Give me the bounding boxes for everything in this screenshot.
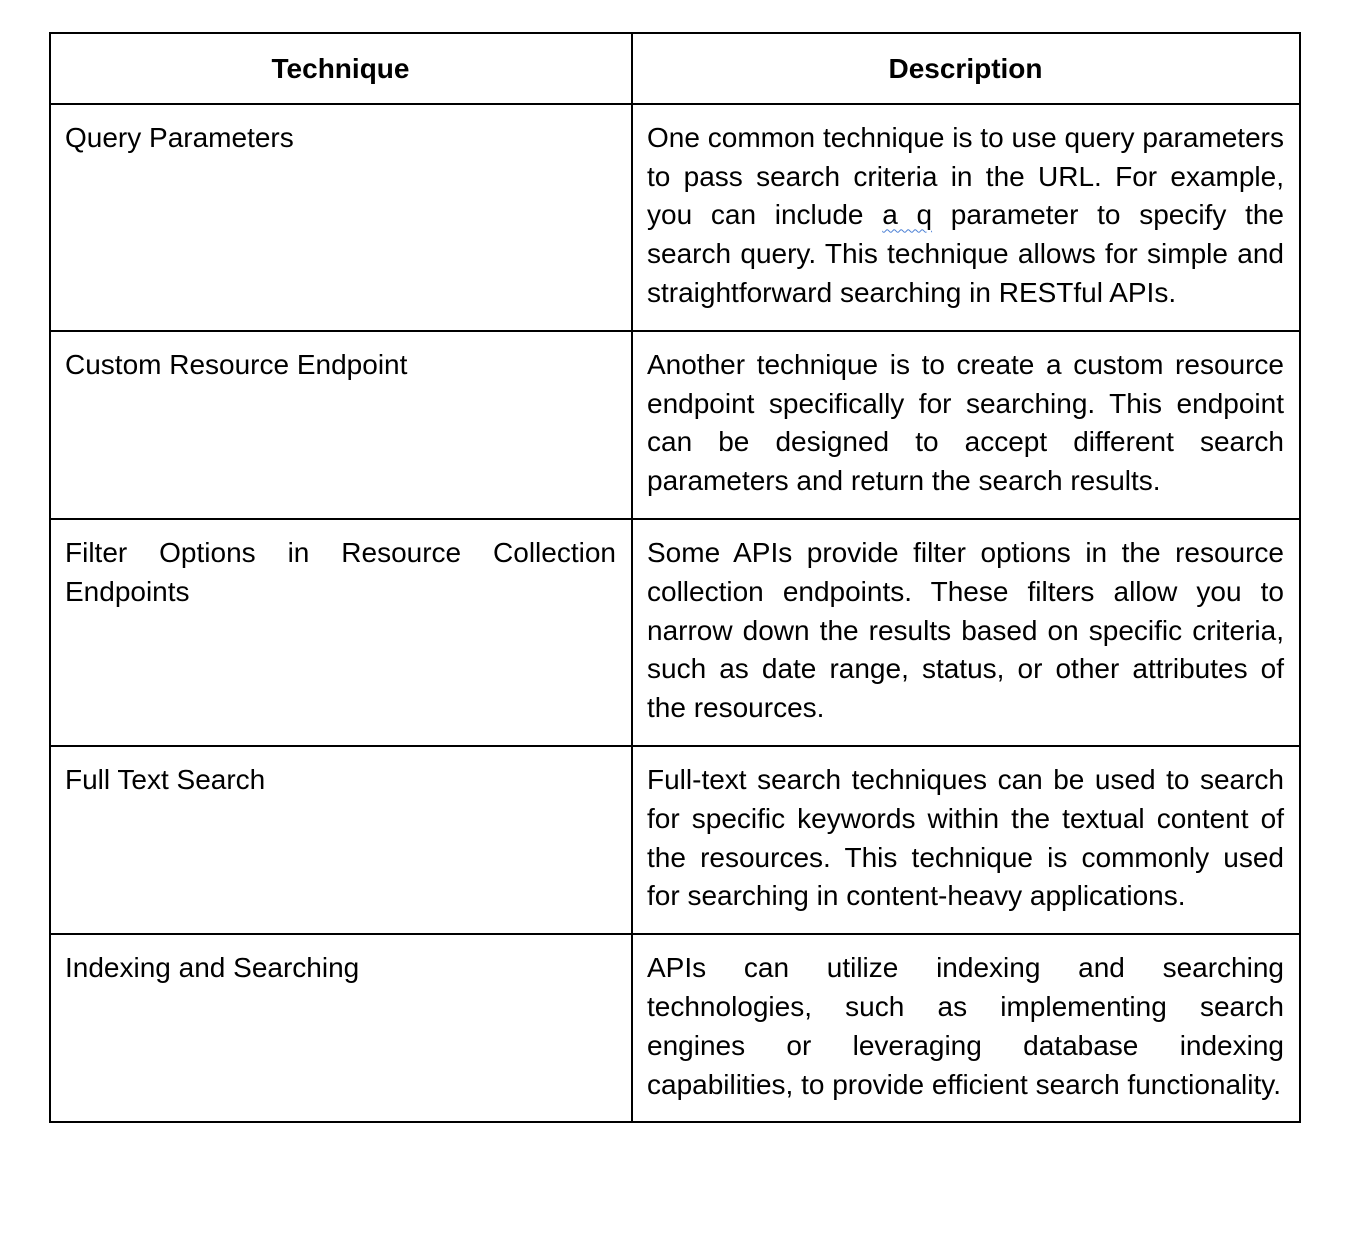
table-header-row <box>50 33 1300 104</box>
description-cell: APIs can utilize indexing and searching technologies, such as implementing search engines or leveraging database indexing capabilities, to provide efficient search functionality. <box>632 934 1300 1122</box>
spellcheck-marked-text: a q <box>882 199 933 231</box>
header-description: Description <box>632 33 1300 104</box>
techniques-table <box>49 32 1301 1123</box>
table-row <box>50 934 1300 1122</box>
description-cell: Some APIs provide filter options in the resource collection endpoints. These filters allow you to narrow down the results based on specific criteria, such as date range, status, or other attributes of the resources. <box>632 519 1300 746</box>
table-row <box>50 331 1300 519</box>
description-cell: Another technique is to create a custom resource endpoint specifically for searching. This endpoint can be designed to accept different search parameters and return the search results. <box>632 331 1300 519</box>
header-technique: Technique <box>50 33 632 104</box>
description-cell: Full-text search techniques can be used to search for specific keywords within the textual content of the resources. This technique is commonly used for searching in content-heavy applications. <box>632 746 1300 934</box>
description-text: parameter to specify the search query. This technique allows for simple and straightforward searching in RESTful APIs. <box>647 199 1284 308</box>
description-text: One common technique is to use query parameters to pass search criteria in the URL. For example, you can include <box>647 121 1284 231</box>
description-cell <box>632 104 1300 331</box>
table-row <box>50 519 1300 746</box>
technique-cell: Indexing and Searching <box>50 934 632 1122</box>
technique-cell: Query Parameters <box>50 104 632 331</box>
technique-cell: Full Text Search <box>50 746 632 934</box>
technique-cell: Custom Resource Endpoint <box>50 331 632 519</box>
table-row <box>50 746 1300 934</box>
table-row <box>50 104 1300 331</box>
technique-cell: Filter Options in Resource Collection Endpoints <box>50 519 632 746</box>
